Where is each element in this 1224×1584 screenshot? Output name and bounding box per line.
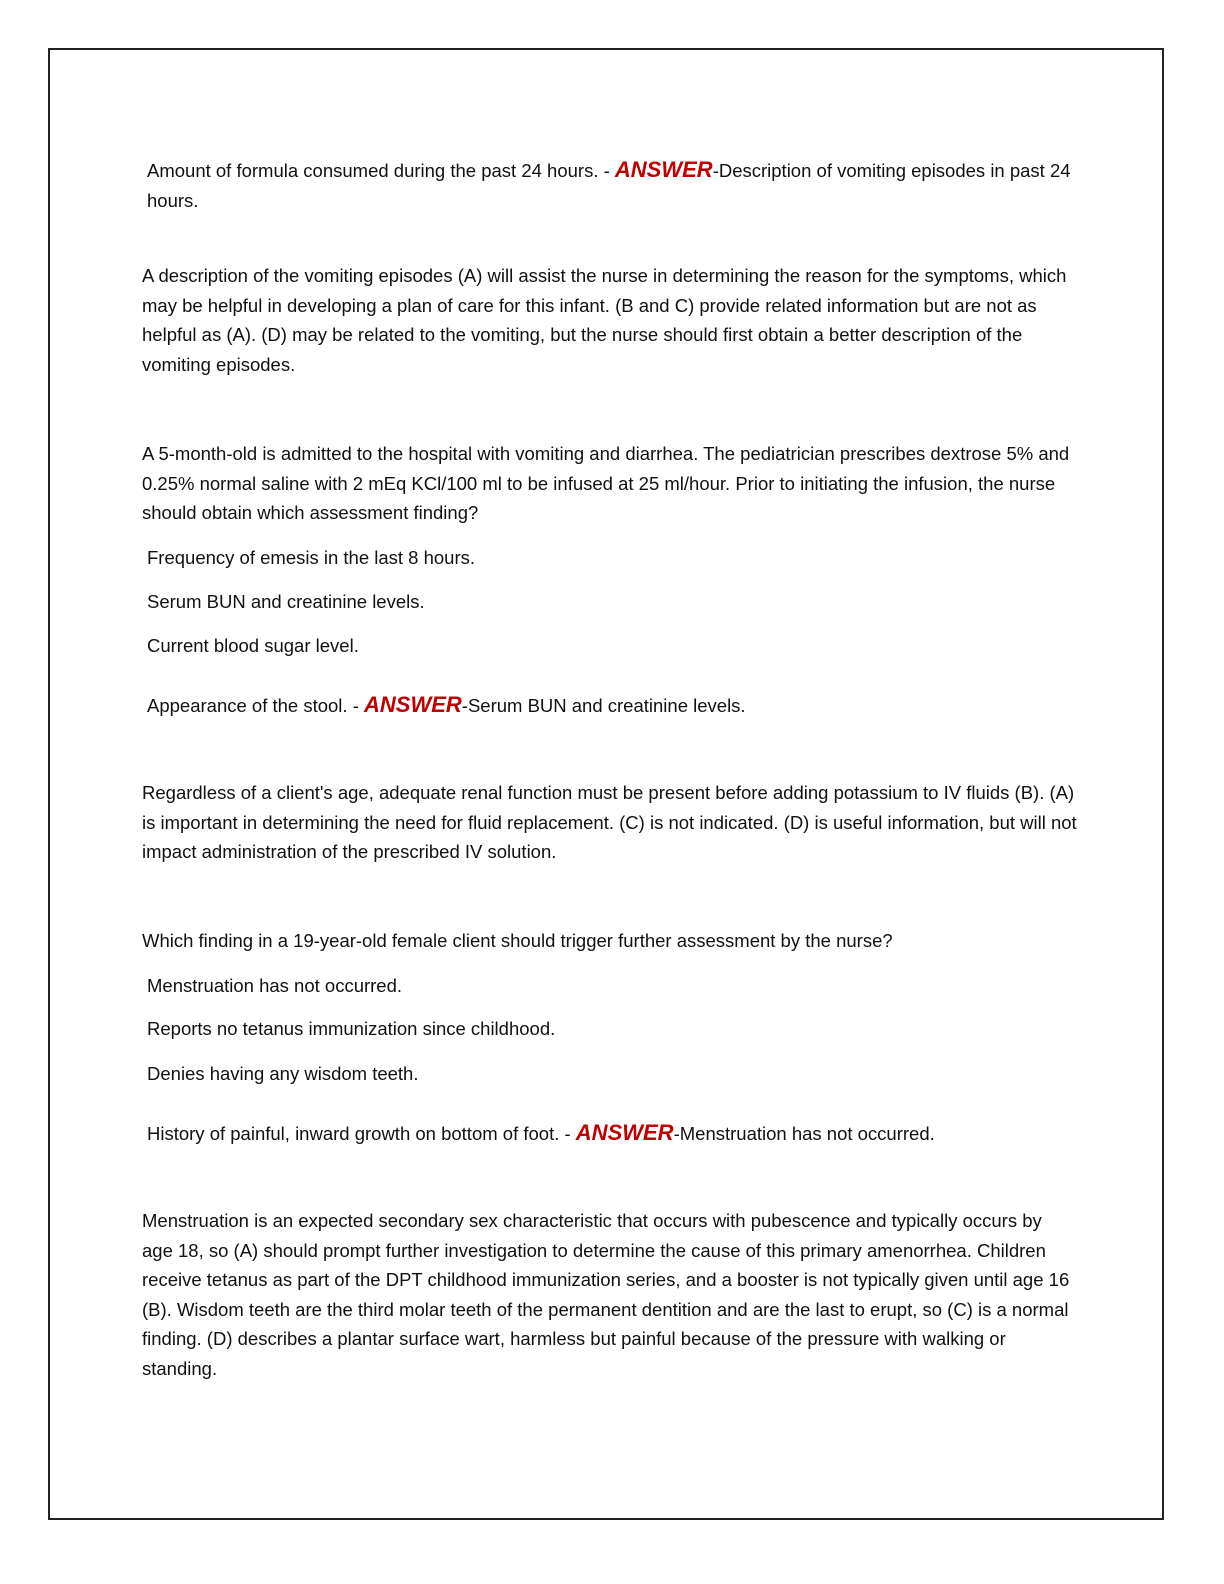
question: Which finding in a 19-year-old female client should trigger further assessment by the nurse? xyxy=(142,930,893,951)
rationale: Regardless of a client's age, adequate renal function must be present before adding potassium to IV fluids (B). (A) is important in determining the need for fluid replacement. (C) is not indicated. (D) is useful information, but will not impact administration of the prescribed IV solution. xyxy=(142,782,1077,862)
option-text: Amount of formula consumed during the past 24 hours. - xyxy=(147,160,615,181)
rationale: Menstruation is an expected secondary sex characteristic that occurs with pubescence and typically occurs by age 18, so (A) should prompt further investigation to determine the cause of this primary amenorrhea. Children receive tetanus as part of the DPT childhood immunization series, and a booster is not typically given until age 16 (B). Wisdom teeth are the third molar teeth of the permanent dentition and are the last to erupt, so (C) is a normal finding. (D) describes a plantar surface wart, harmless but painful because of the pressure with walking or standing. xyxy=(142,1210,1070,1379)
rationale: A description of the vomiting episodes (A) will assist the nurse in determining the reason for the symptoms, which may be helpful in developing a plan of care for this infant. (B and C) provide related information but are not as helpful as (A). (D) may be related to the vomiting, but the nurse should first obtain a better description of the vomiting episodes. xyxy=(142,265,1067,375)
option: Serum BUN and creatinine levels. xyxy=(147,591,425,612)
option: Reports no tetanus immunization since childhood. xyxy=(147,1018,556,1039)
answer-label: ANSWER xyxy=(364,692,462,717)
answer-label: ANSWER xyxy=(575,1120,674,1145)
answer-label: ANSWER xyxy=(614,157,713,182)
answer-line xyxy=(147,1118,1087,1149)
option: Frequency of emesis in the last 8 hours. xyxy=(147,547,476,568)
answer-text: -Menstruation has not occurred. xyxy=(673,1123,935,1144)
option: Denies having any wisdom teeth. xyxy=(147,1063,419,1084)
option-text: Appearance of the stool. - xyxy=(147,695,364,716)
answer-line xyxy=(147,690,1087,721)
option: Menstruation has not occurred. xyxy=(147,975,403,996)
answer-text: -Description of vomiting episodes in past 24 hours. xyxy=(147,160,1071,211)
answer-text: -Serum BUN and creatinine levels. xyxy=(461,695,746,716)
option: Current blood sugar level. xyxy=(147,635,359,656)
question: A 5-month-old is admitted to the hospital with vomiting and diarrhea. The pediatrician prescribes dextrose 5% and 0.25% normal saline with 2 mEq KCl/100 ml to be infused at 25 ml/hour. Prior to initiating the infusion, the nurse should obtain which assessment finding? xyxy=(142,443,1070,523)
answer-line xyxy=(147,155,1087,215)
option-text: History of painful, inward growth on bottom of foot. - xyxy=(147,1123,576,1144)
